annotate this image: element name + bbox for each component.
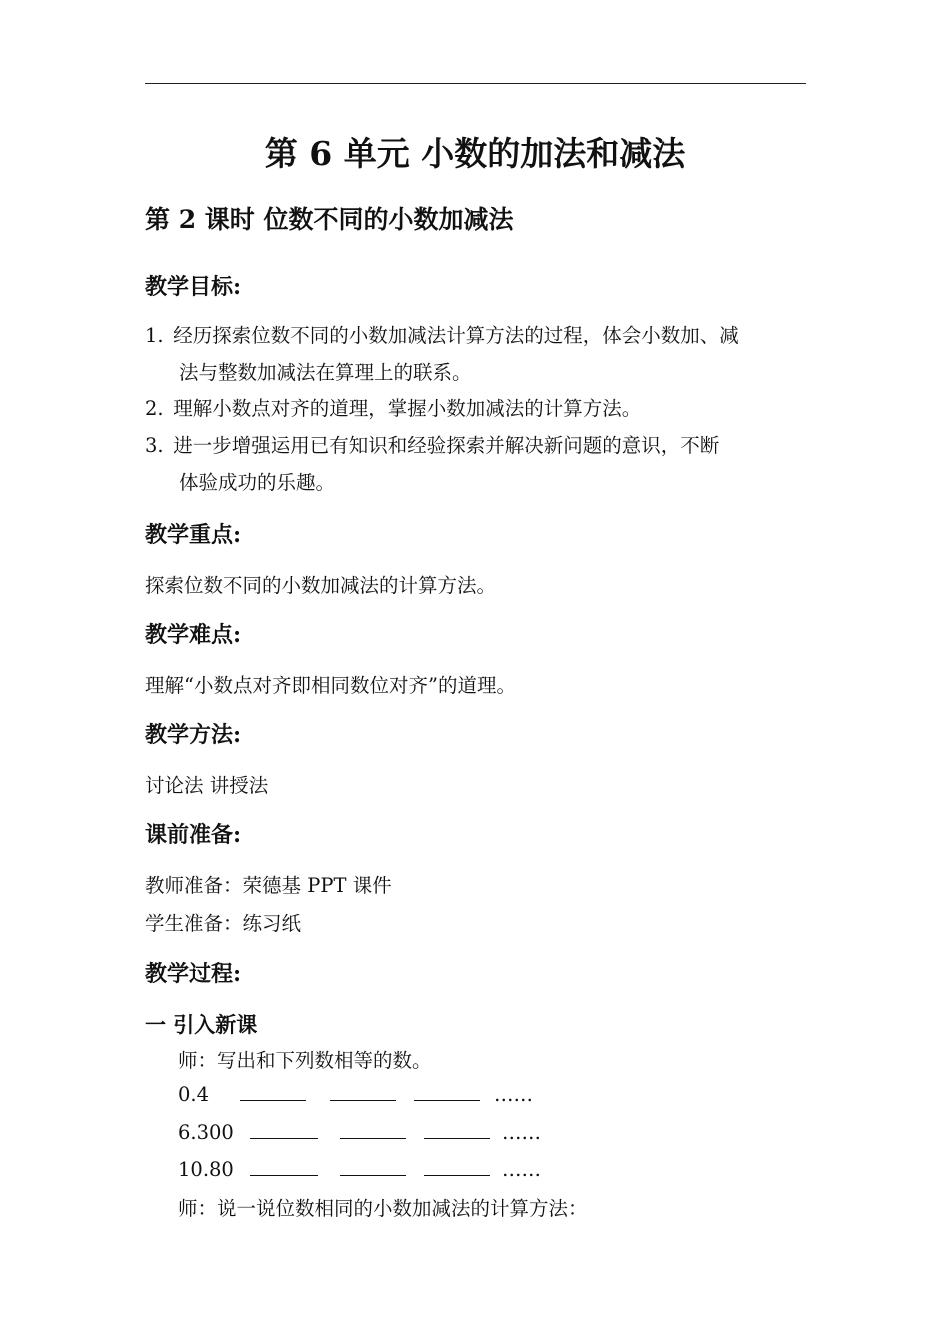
objective-item-2 (145, 390, 810, 427)
number-row (178, 1118, 541, 1144)
header-rule (145, 83, 806, 84)
answer-blank[interactable] (414, 1080, 480, 1101)
answer-blank[interactable] (424, 1155, 490, 1176)
answer-blank[interactable] (340, 1118, 406, 1139)
number-value: 6.300 (178, 1121, 234, 1144)
objective-number: 1. (145, 324, 164, 347)
number-row (178, 1080, 533, 1106)
key-point-heading: 教学重点: (145, 522, 242, 548)
teacher-preparation: 教师准备：荣德基 PPT 课件 (145, 874, 392, 897)
difficulty-text: 理解“小数点对齐即相同数位对齐”的道理。 (145, 674, 516, 697)
number-value: 10.80 (178, 1158, 234, 1181)
lesson-title: 第 2 课时 位数不同的小数加减法 (145, 205, 514, 234)
objective-text: 经历探索位数不同的小数加减法计算方法的过程，体会小数加、减 (173, 324, 739, 347)
answer-blank[interactable] (340, 1155, 406, 1176)
section-title: 一 引入新课 (145, 1012, 258, 1037)
objective-number: 2. (145, 397, 164, 420)
answer-blank[interactable] (330, 1080, 396, 1101)
process-heading: 教学过程: (145, 961, 242, 987)
ellipsis: …… (502, 1121, 541, 1144)
number-row (178, 1155, 541, 1181)
preparation-heading: 课前准备: (145, 822, 242, 848)
objective-text-cont: 体验成功的乐趣。 (179, 471, 336, 494)
objectives-heading: 教学目标: (145, 274, 242, 300)
student-preparation: 学生准备：练习纸 (145, 912, 302, 935)
ellipsis: …… (494, 1083, 533, 1106)
objective-text: 理解小数点对齐的道理，掌握小数加减法的计算方法。 (173, 397, 642, 420)
key-point-text: 探索位数不同的小数加减法的计算方法。 (145, 574, 497, 597)
objective-text: 进一步增强运用已有知识和经验探索并解决新问题的意识，不断 (173, 434, 720, 457)
teacher-prompt-2: 师：说一说位数相同的小数加减法的计算方法： (178, 1197, 588, 1220)
method-heading: 教学方法: (145, 722, 242, 748)
ellipsis: …… (502, 1158, 541, 1181)
answer-blank[interactable] (424, 1118, 490, 1139)
answer-blank[interactable] (250, 1118, 318, 1139)
objective-text-cont: 法与整数加减法在算理上的联系。 (179, 361, 472, 384)
answer-blank[interactable] (250, 1155, 318, 1176)
objective-number: 3. (145, 434, 164, 457)
objective-item-3 (145, 427, 810, 501)
number-value: 0.4 (178, 1083, 210, 1106)
teacher-prompt: 师：写出和下列数相等的数。 (178, 1049, 432, 1072)
objective-item-1 (145, 317, 810, 391)
method-text: 讨论法 讲授法 (145, 774, 269, 797)
unit-title: 第 6 单元 小数的加法和减法 (264, 134, 686, 173)
answer-blank[interactable] (240, 1080, 306, 1101)
difficulty-heading: 教学难点: (145, 622, 242, 648)
